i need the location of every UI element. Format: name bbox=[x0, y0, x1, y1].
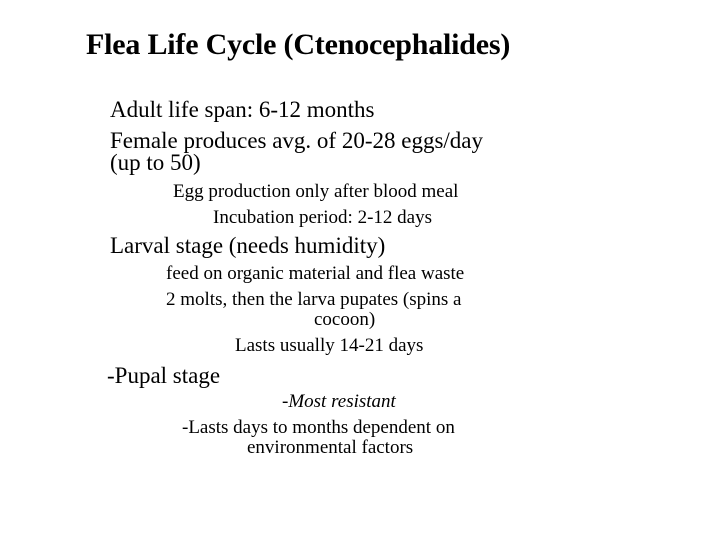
larval-molts-text: 2 molts, then the larva pupates (spins a bbox=[166, 289, 462, 310]
pupal-resistant-text: -Most resistant bbox=[282, 391, 396, 412]
up-to-50-text: (up to 50) bbox=[110, 150, 201, 175]
adult-life-span-text: Adult life span: 6-12 months bbox=[110, 97, 375, 122]
larval-cocoon-text: cocoon) bbox=[314, 309, 376, 330]
larval-feed-text: feed on organic material and flea waste bbox=[166, 263, 465, 284]
egg-production-text: Egg production only after blood meal bbox=[173, 181, 459, 202]
larval-stage-heading: Larval stage (needs humidity) bbox=[110, 233, 386, 258]
pupal-stage-heading: -Pupal stage bbox=[107, 363, 221, 388]
incubation-period-text: Incubation period: 2-12 days bbox=[213, 207, 432, 228]
pupal-environment-text: environmental factors bbox=[247, 437, 414, 458]
larval-lasts-text: Lasts usually 14-21 days bbox=[235, 335, 424, 356]
slide-title: Flea Life Cycle (Ctenocephalides) bbox=[86, 28, 511, 61]
pupal-lasts-text: -Lasts days to months dependent on bbox=[182, 417, 455, 438]
female-eggs-text: Female produces avg. of 20-28 eggs/day bbox=[110, 128, 484, 153]
